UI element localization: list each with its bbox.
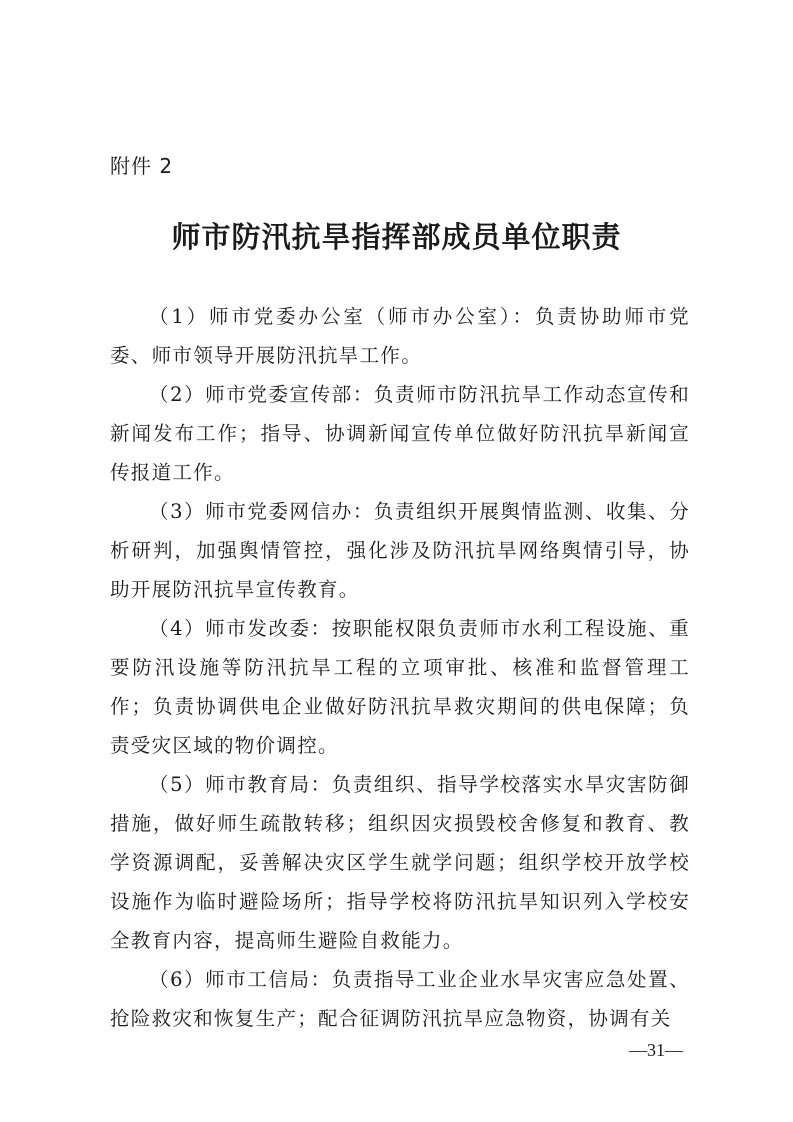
paragraph-party-office: （1）师市党委办公室（师市办公室）：负责协助师市党委、师市领导开展防汛抗旱工作。 [110, 305, 690, 367]
paragraph-industry-bureau: （6）师市工信局：负责指导工业企业水旱灾害应急处置、抢险救灾和恢复生产；配合征调防汛抗旱应急物资，协调有关 [110, 968, 690, 1030]
paragraph-education-bureau: （5）师市教育局：负责组织、指导学校落实水旱灾害防御措施，做好师生疏散转移；组织因灾损毁校舍修复和教育、教学资源调配，妥善解决灾区学生就学问题；组织学校开放学校设施作为临时避险场所；指导学校将防汛抗旱知识列入学校安全教育内容，提高师生避险自救能力。 [110, 773, 690, 952]
document-body [110, 297, 690, 1038]
page-number: —31— [629, 1040, 683, 1060]
paragraph-publicity-dept: （2）师市党委宣传部：负责师市防汛抗旱工作动态宣传和新闻发布工作；指导、协调新闻宣传单位做好防汛抗旱新闻宣传报道工作。 [110, 383, 690, 484]
paragraph-cyberspace-office: （3）师市党委网信办：负责组织开展舆情监测、收集、分析研判，加强舆情管控，强化涉及防汛抗旱网络舆情引导，协助开展防汛抗旱宣传教育。 [110, 500, 690, 601]
document-title: 师市防汛抗旱指挥部成员单位职责 [171, 220, 622, 254]
attachment-label: 附件 2 [110, 154, 174, 178]
paragraph-development-reform: （4）师市发改委：按职能权限负责师市水利工程设施、重要防汛设施等防汛抗旱工程的立项审批、核准和监督管理工作；负责协调供电企业做好防汛抗旱救灾期间的供电保障；负责受灾区域的物价调控。 [110, 617, 690, 757]
